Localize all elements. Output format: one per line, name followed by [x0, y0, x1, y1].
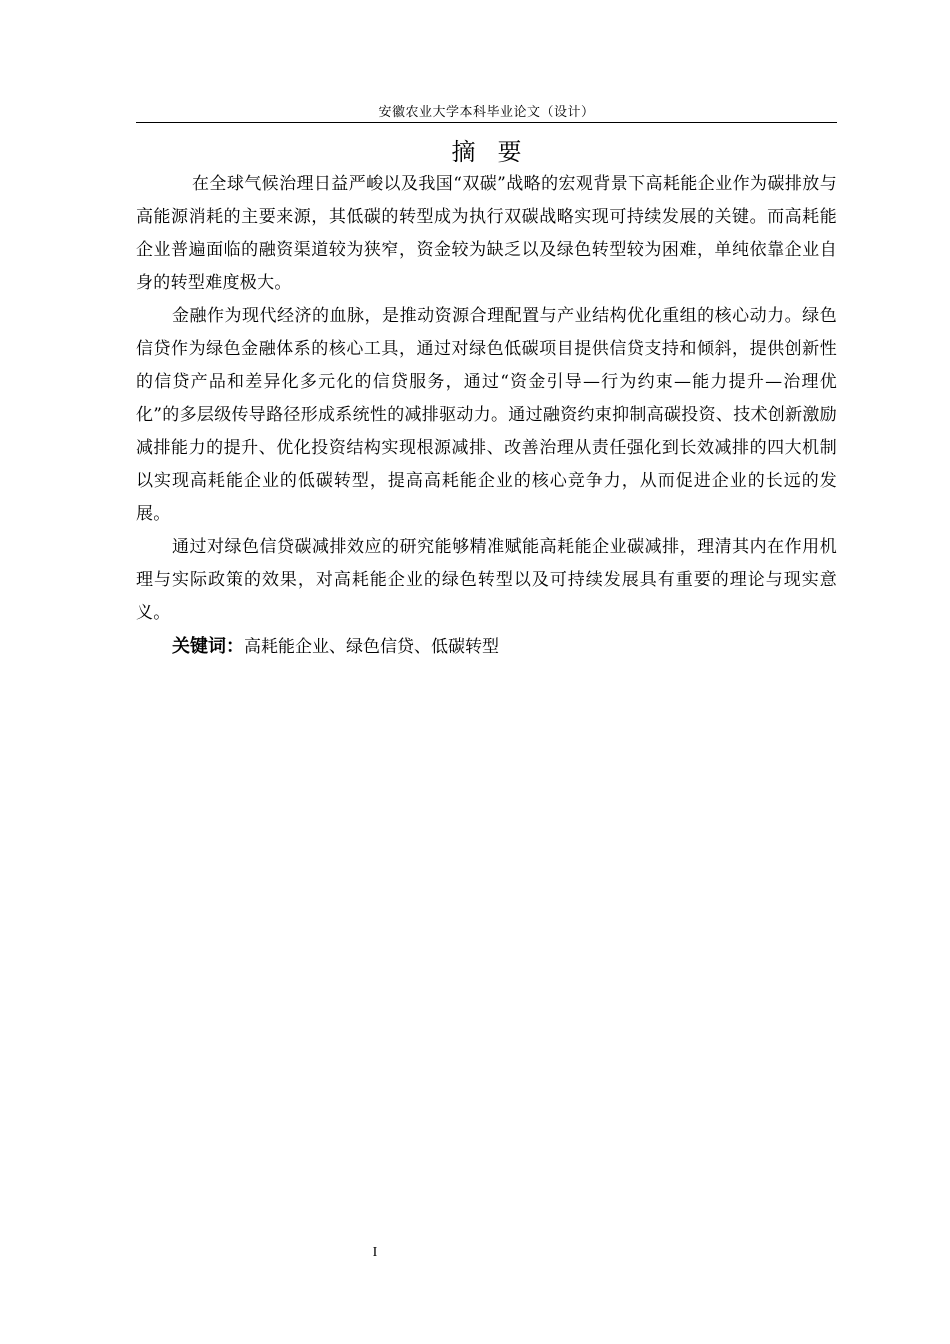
page-number: I [372, 1245, 378, 1260]
keywords-value: 高耗能企业、绿色信贷、低碳转型 [244, 637, 499, 657]
header-divider [136, 122, 837, 123]
running-header: 安徽农业大学本科毕业论文（设计） [378, 105, 595, 120]
abstract-paragraph-2: 金融作为现代经济的血脉，是推动资源合理配置与产业结构优化重组的核心动力。绿色信贷作为绿色金融体系的核心工具，通过对绿色低碳项目提供信贷支持和倾斜，提供创新性的信贷产品和差异化多元化的信贷服务，通过“资金引导—行为约束—能力提升—治理优化”的多层级传导路径形成系统性的减排驱动力。通过融资约束抑制高碳投资、技术创新激励减排能力的提升、优化投资结构实现根源减排、改善治理从责任强化到长效减排的四大机制以实现高耗能企业的低碳转型，提高高耗能企业的核心竞争力，从而促进企业的长远的发展。 [136, 306, 837, 524]
abstract-paragraph-3: 通过对绿色信贷碳减排效应的研究能够精准赋能高耗能企业碳减排，理清其内在作用机理与实际政策的效果，对高耗能企业的绿色转型以及可持续发展具有重要的理论与现实意义。 [136, 537, 837, 623]
abstract-title: 摘要 [451, 138, 544, 166]
abstract-paragraph-1: 在全球气候治理日益严峻以及我国“双碳”战略的宏观背景下高耗能企业作为碳排放与高能源消耗的主要来源，其低碳的转型成为执行双碳战略实现可持续发展的关键。而高耗能企业普遍面临的融资渠道较为狭窄，资金较为缺乏以及绿色转型较为困难，单纯依靠企业自身的转型难度极大。 [136, 174, 837, 293]
keywords-line [136, 630, 837, 664]
keywords-label: 关键词： [172, 636, 244, 657]
abstract-body [136, 168, 837, 664]
